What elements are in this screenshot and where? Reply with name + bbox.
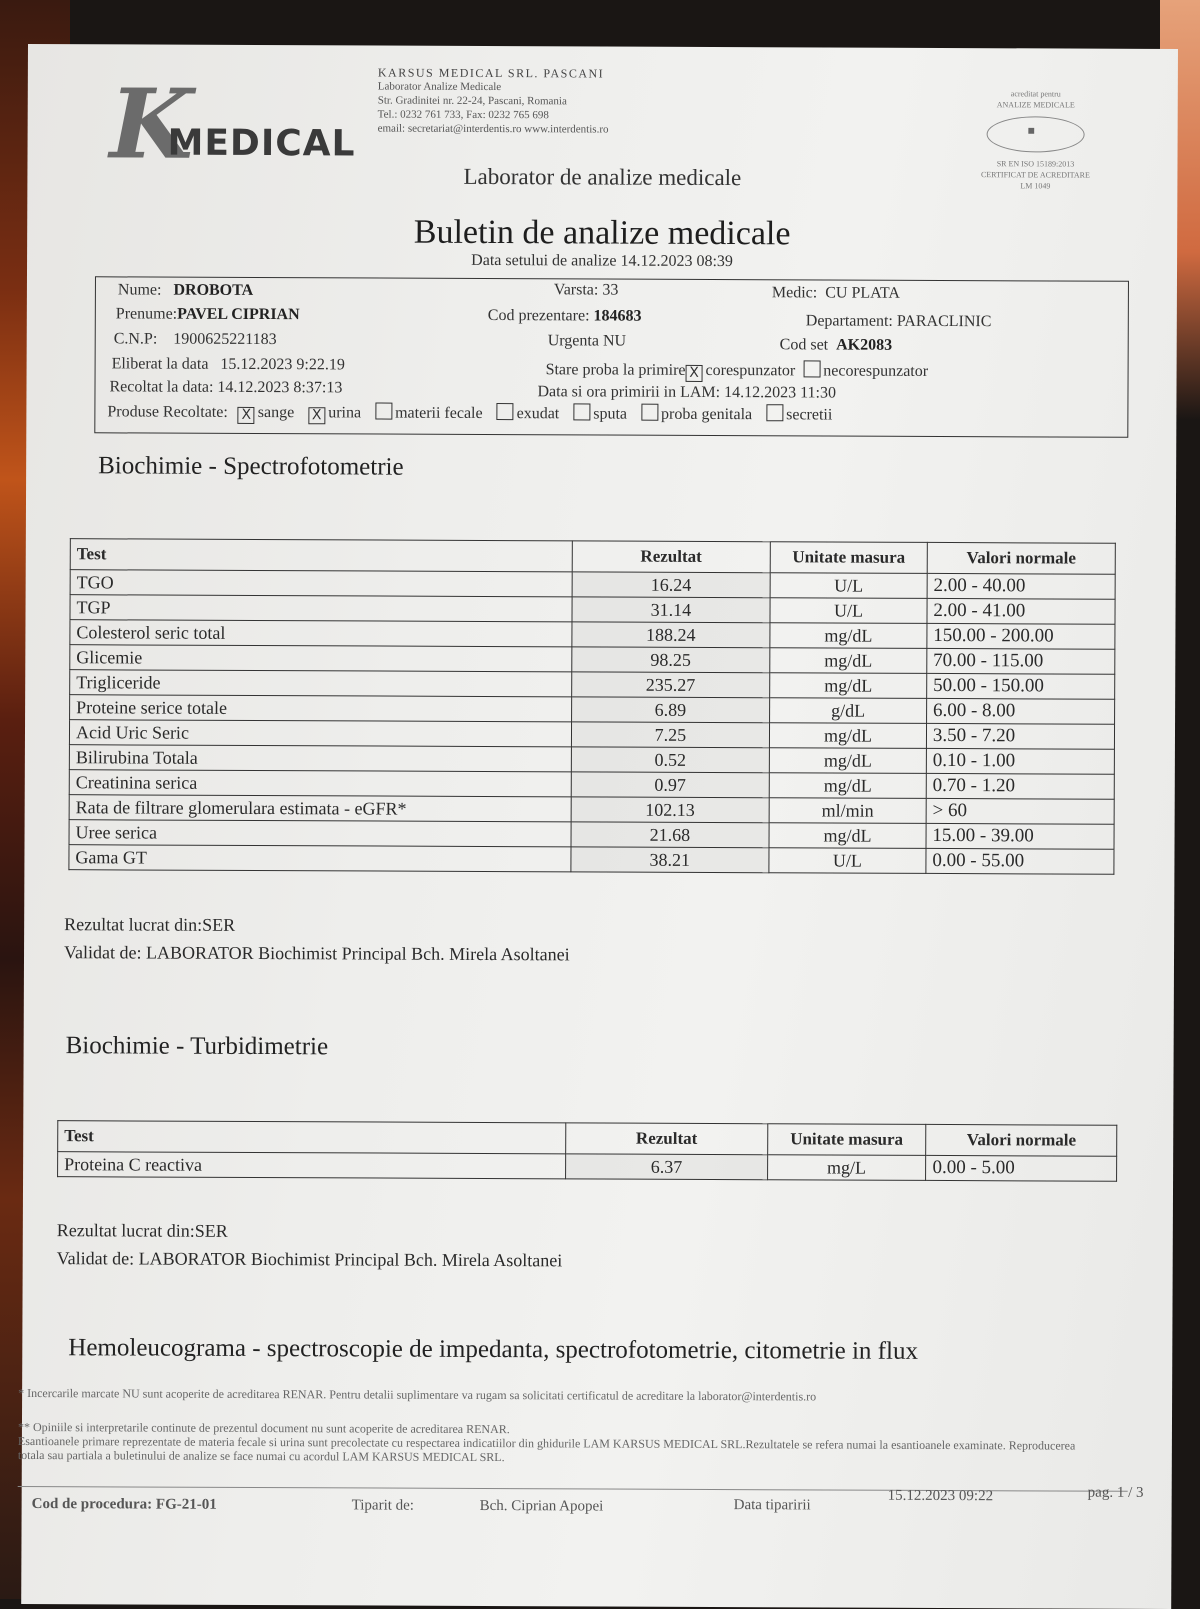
result-value: 0.97 (571, 772, 770, 798)
checkbox-corespunzator[interactable]: X (685, 365, 702, 382)
column-header: Unitate masura (767, 1124, 926, 1156)
collected-row (109, 378, 342, 397)
company-address: Str. Gradinitei nr. 22-24, Pascani, Romania (377, 94, 567, 108)
unit: mg/dL (770, 673, 927, 699)
column-header: Valori normale (927, 542, 1115, 574)
logo-text: MEDICAL (167, 122, 356, 165)
test-name: Proteine serice totale (70, 695, 572, 722)
unit: U/L (770, 598, 927, 624)
reference-range: 3.50 - 7.20 (926, 723, 1114, 749)
label: Data si ora primirii in LAM: (537, 383, 721, 402)
product-label: secretii (786, 406, 833, 424)
label: Medic: (771, 284, 818, 302)
company-line: Laborator Analize Medicale (377, 80, 502, 94)
test-name: Trigliceride (70, 670, 572, 697)
label: Urgenta (547, 332, 599, 350)
patient-cnp-row (114, 330, 277, 349)
checkbox-urina[interactable]: X (308, 407, 325, 424)
patient-cnp: 1900625221183 (173, 330, 277, 349)
results-table-spectrofotometrie (68, 538, 1115, 875)
table-row (58, 1152, 1117, 1182)
label: Varsta: (553, 281, 599, 299)
validated-by: Validat de: LABORATOR Biochimist Principal Bch. Mirela Asoltanei (63, 942, 570, 965)
footnote-renar: * Incercarile marcate NU sunt acoperite de acreditarea RENAR. Pentru detalii suplimentare va rugam sa solicitati certificatul de acreditare la laborator@interdentis.ro (18, 1385, 817, 1404)
result-value: 188.24 (571, 622, 770, 648)
column-header: Unitate masura (770, 542, 927, 574)
label: Stare proba la primire (545, 361, 686, 379)
urgency-row (548, 332, 626, 350)
result-value: 235.27 (571, 672, 770, 698)
result-value: 98.25 (571, 647, 770, 673)
patient-name-row (118, 281, 253, 300)
company-name: KARSUS MEDICAL SRL. PASCANI (377, 65, 605, 81)
label: Nume: (117, 281, 162, 299)
test-name: Rata de filtrare glomerulara estimata - eGFR* (69, 795, 571, 822)
age-row (554, 281, 619, 299)
unit: U/L (769, 848, 926, 874)
company-info (378, 66, 609, 137)
products-row (107, 401, 832, 426)
reference-range: 150.00 - 200.00 (927, 623, 1115, 649)
lab-report-page (17, 44, 1178, 1609)
product-label: exudat (516, 405, 560, 423)
printed-by-label: Tiparit de: (351, 1497, 415, 1514)
result-value: 38.21 (570, 847, 769, 873)
reference-range: > 60 (926, 798, 1114, 824)
checkbox-sputa[interactable] (573, 403, 590, 420)
worked-from: Rezultat lucrat din:SER (56, 1220, 228, 1241)
result-value: 21.68 (571, 822, 770, 848)
validated-by: Validat de: LABORATOR Biochimist Principal Bch. Mirela Asoltanei (56, 1248, 563, 1271)
accred-sub: ANALIZE MEDICALE (996, 100, 1075, 110)
checkbox-necorespunzator[interactable] (803, 360, 820, 377)
test-name: Acid Uric Seric (69, 720, 571, 747)
test-name: TGP (70, 595, 572, 622)
worked-from: Rezultat lucrat din:SER (64, 914, 236, 935)
patient-firstname-row (116, 305, 300, 324)
column-header: Rezultat (566, 1123, 767, 1155)
reference-range: 0.70 - 1.20 (926, 773, 1114, 799)
patient-info-box (94, 276, 1129, 438)
lab-title: Laborator de analize medicale (463, 163, 742, 191)
test-name: Proteina C reactiva (58, 1152, 566, 1179)
set-date: Data setului de analize 14.12.2023 08:39 (471, 251, 733, 271)
checkbox-sange[interactable]: X (238, 407, 255, 424)
reference-range: 2.00 - 41.00 (927, 598, 1115, 624)
unit: ml/min (769, 798, 926, 824)
cod-prezentare: 184683 (593, 307, 642, 325)
collected-date: 14.12.2023 8:37:13 (217, 378, 343, 397)
footnote-opinions: ** Opiniile si interpretarile continute de prezentul document nu sunt acoperite de acreditarea RENAR. (17, 1419, 510, 1437)
product-label: urina (328, 404, 362, 422)
unit: mg/dL (770, 623, 927, 649)
test-name: TGO (70, 570, 572, 597)
issued-row (112, 355, 345, 374)
results-table-turbidimetrie (57, 1120, 1117, 1182)
reference-range: 0.00 - 5.00 (926, 1155, 1117, 1181)
products-list (232, 404, 833, 424)
unit: g/dL (770, 698, 927, 724)
result-value: 16.24 (572, 572, 771, 598)
procedure-code: Cod de procedura: FG-21-01 (31, 1496, 217, 1513)
test-name: Creatinina serica (69, 770, 571, 797)
company-email: email: secretariat@interdentis.ro www.interdentis.ro (377, 122, 609, 136)
issued-date: 15.12.2023 9:22.19 (220, 355, 345, 374)
label: necorespunzator (823, 362, 929, 380)
label: Cod set (779, 336, 829, 354)
cod-set-row (780, 336, 893, 354)
reference-range: 15.00 - 39.00 (926, 823, 1114, 849)
result-value: 31.14 (572, 597, 771, 623)
test-name: Gama GT (69, 845, 571, 872)
printed-by: Bch. Ciprian Apopei (479, 1497, 604, 1515)
result-value: 6.89 (571, 697, 770, 723)
patient-surname: DROBOTA (173, 281, 254, 299)
accred-top: acreditat pentru (1010, 89, 1061, 99)
checkbox-materii-fecale[interactable] (375, 403, 392, 420)
renar-logo-icon: ■ (987, 116, 1085, 152)
label: Cod prezentare: (487, 307, 590, 325)
test-name: Glicemie (70, 645, 572, 672)
result-value: 7.25 (571, 722, 770, 748)
test-name: Bilirubina Totala (69, 745, 571, 772)
footnote-samples: Esantioanele primare reprezentate de materia fecale si urina sunt precolectate cu respectarea indicatiilor din ghidurile LAM KARSUS MEDICAL SRL.Rezultatele se refera numai la esantioanele examinate. Reproducerea totala sau partiala a buletinului de analize se face numai cu acordul LAM KARSUS MEDICAL SRL. (17, 1433, 1076, 1465)
accred-std: SR EN ISO 15189:2013 (996, 159, 1075, 169)
test-name: Colesterol seric total (70, 620, 572, 647)
checkbox-exudat[interactable] (497, 403, 514, 420)
unit: mg/dL (769, 773, 926, 799)
department-row (806, 312, 992, 331)
column-header: Valori normale (926, 1124, 1117, 1156)
reference-range: 6.00 - 8.00 (926, 698, 1114, 724)
department-value: PARACLINIC (896, 312, 992, 331)
section-title: Hemoleucograma - spectroscopie de impedanta, spectrofotometrie, citometrie in flux (68, 1334, 919, 1365)
table-header-row (58, 1121, 1117, 1157)
unit: mg/dL (769, 823, 926, 849)
section-title: Biochimie - Spectrofotometrie (98, 452, 404, 481)
unit: U/L (770, 573, 927, 599)
accred-num: LM 1049 (1020, 181, 1051, 191)
reference-range: 0.10 - 1.00 (926, 748, 1114, 774)
patient-age: 33 (602, 281, 619, 299)
sample-state-row (546, 359, 929, 383)
product-label: materii fecale (395, 404, 483, 422)
page-number: pag. 1 / 3 (1087, 1484, 1144, 1501)
cod-set: AK2083 (836, 336, 893, 354)
table-row (69, 845, 1114, 875)
unit: mg/dL (770, 648, 927, 674)
document-title: Buletin de analize medicale (413, 213, 791, 253)
section-title: Biochimie - Turbidimetrie (65, 1032, 329, 1061)
column-header: Test (70, 539, 572, 572)
accred-cert: CERTIFICAT DE ACREDITARE (980, 170, 1090, 180)
logo-k-glyph: K (109, 67, 194, 181)
label: Eliberat la data (111, 355, 209, 373)
table-header-row (70, 539, 1115, 575)
unit: mg/dL (769, 748, 926, 774)
reference-range: 0.00 - 55.00 (926, 848, 1114, 874)
product-label: proba genitala (661, 405, 753, 424)
column-header: Rezultat (572, 541, 771, 573)
label: Recoltat la data: (109, 378, 214, 396)
reference-range: 70.00 - 115.00 (927, 648, 1115, 674)
cod-prezentare-row (488, 307, 642, 326)
label: Departament: (805, 312, 893, 330)
reference-range: 50.00 - 150.00 (927, 673, 1115, 699)
patient-firstname: PAVEL CIPRIAN (177, 305, 300, 324)
label: C.N.P: (113, 330, 158, 348)
label: corespunzator (705, 361, 796, 380)
print-date-label: Data tiparirii (733, 1497, 811, 1514)
company-phone: Tel.: 0232 761 733, Fax: 0232 765 698 (377, 108, 549, 122)
product-label: sputa (593, 405, 628, 423)
column-header: Test (58, 1121, 566, 1154)
result-value: 102.13 (571, 797, 770, 823)
medic-value: CU PLATA (825, 284, 901, 302)
product-label: sange (257, 404, 295, 422)
received-row (537, 383, 836, 402)
label: Produse Recoltate: (107, 403, 228, 421)
checkbox-proba-genitala[interactable] (641, 404, 658, 421)
urgency-value: NU (602, 332, 627, 350)
checkbox-secretii[interactable] (766, 404, 783, 421)
test-name: Uree serica (69, 820, 571, 847)
result-value: 6.37 (566, 1154, 767, 1180)
unit: mg/dL (770, 723, 927, 749)
print-date: 15.12.2023 09:22 (887, 1487, 994, 1505)
result-value: 0.52 (571, 747, 770, 773)
label: Prenume: (115, 305, 178, 323)
medic-row (772, 284, 900, 303)
received-date: 14.12.2023 11:30 (724, 384, 837, 402)
unit: mg/L (767, 1155, 926, 1181)
reference-range: 2.00 - 40.00 (927, 573, 1115, 599)
